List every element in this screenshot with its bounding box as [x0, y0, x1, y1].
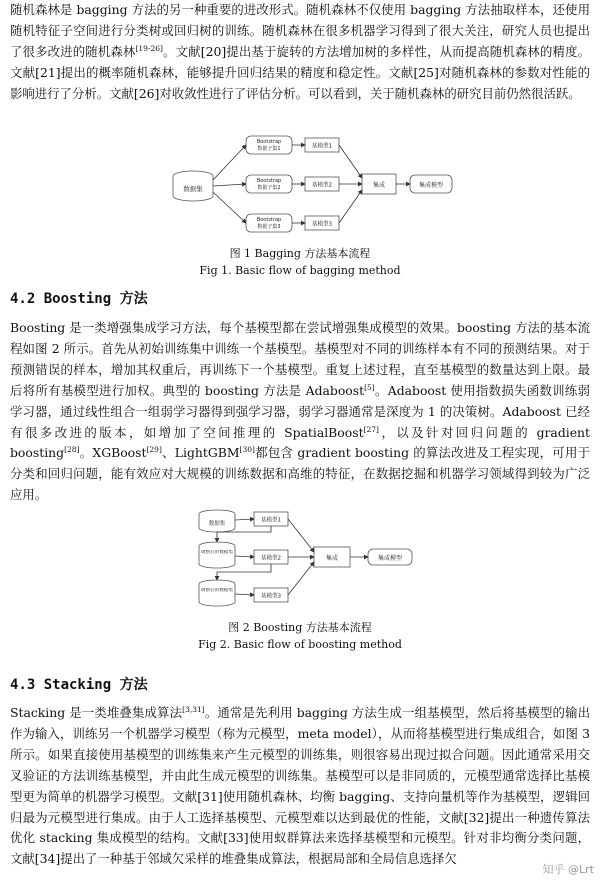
paragraph-stacking: Stacking 是一类堆叠集成算法[3,31]。通常是先利用 bagging 方法生成一组基模型，然后将基模型的输出作为输入，训练另一个机器学习模型（称为元模型，meta model），从而将基模型进行集成组合，如图 3 所示。如果直接使用基模型的训练集来产生元模型的训练集，则很容易出现过拟合问题。因此通常采用交叉验证的方法训练基模型，并由此生成元模型的训练集。基模型可以是非同质的，元模型通常选择比基模型更为简单的机器学习模型。文献[31]使用随机森林、均衡 bagging、支持向量机等作为基模型，逻辑回归最为元模型进行集成。由于人工选择基模型、元模型难以达到最优的性能，文献[32]提出一种遗传算法优化 stacking 集成模型的结构。文献[33]使用蚁群算法来选择基模型和元模型。针对非均衡分类问题，文献[34]提出了一种基于邻域欠采样的堆叠集成算法，根据局部和全局信息选择欠 [10, 704, 590, 867]
svg-text:集成: 集成 [372, 182, 386, 189]
svg-text:集成: 集成 [325, 555, 339, 562]
figure-2-boosting-diagram [190, 506, 420, 616]
fig2-adjusted-dataset-node: 调整后的数据集 [199, 542, 235, 568]
fig1-base-model-node [305, 177, 339, 191]
svg-text:Bootstrap: Bootstrap [256, 139, 282, 145]
fig1-dataset-node [173, 171, 213, 201]
svg-text:Bootstrap: Bootstrap [256, 178, 282, 184]
fig1-subset-node [246, 136, 292, 154]
svg-text:基模型2: 基模型2 [261, 555, 281, 562]
paragraph-boosting: Boosting 是一类增强集成学习方法，每个基模型都在尝试增强集成模型的效果。boosting 方法的基本流程如图 2 所示。首先从初始训练集中训练一个基模型。基模型对不同的训练样本有不同的预测结果。对于预测错误的样本，增加其权重后，再训练下一个基模型。重复上述过程，直至基模型的数量达到上限。最后将所有基模型进行加权。典型的 boosting 方法是 Adaboost[5]。Adaboost 使用指数损失函数训练弱学习器，通过线性组合一组弱学习器得到强学习器，弱学习器通常是深度为 1 的决策树。Adaboost 已经有很多改进的版本，如增加了空间推理的 SpatialBoost[27]，以及针对回归问题的 gradient boosting[28]。XGBoost[29]、LightGBM[30]都包含 gradient boosting 的算法改进及工程实现，可用于分类和回归问题，能有效应对大规模的训练数据和高维的特征，在数据挖掘和机器学习领域得到较为广泛应用。 [10, 320, 591, 503]
figure-1-caption-cn: 图 1 Bagging 方法基本流程 [229, 247, 371, 260]
fig2-ensemble-node [368, 549, 412, 565]
fig1-ensemble-node [410, 175, 452, 193]
fig2-integrate-node [314, 547, 350, 567]
fig1-integrate-node [362, 174, 396, 194]
fig2-base-model-node [254, 550, 288, 564]
svg-text:数据集: 数据集 [208, 521, 226, 527]
section-heading-4-2: 4.2 Boosting 方法 [10, 291, 148, 307]
fig1-subset-node [246, 214, 292, 232]
fig1-base-model-node [305, 216, 339, 230]
svg-text:基模型3: 基模型3 [312, 221, 332, 228]
figure-1-caption-en: Fig 1. Basic flow of bagging method [199, 264, 401, 277]
svg-text:集成模型: 集成模型 [377, 555, 403, 562]
fig2-adjusted-dataset-node: 调整后的数据集 [199, 580, 235, 606]
svg-text:Bootstrap: Bootstrap [256, 217, 282, 223]
figure-2-caption-en: Fig 2. Basic flow of boosting method [198, 638, 402, 651]
figure-1-bagging-diagram [160, 128, 460, 238]
paragraph-random-forest: 随机森林是 bagging 方法的另一种重要的进改形式。随机森林不仅使用 bagging 方法抽取样本，还使用随机特征子空间进行分类树或回归树的训练。随机森林在很多机器学习得到了很大关注，研究人员也提出了很多改进的随机森林[19-26]。文献[20]提出基于旋转的方法增加树的多样性，从而提高随机森林的精度。文献[21]提出的概率随机森林，能够提升回归结果的精度和稳定性。文献[25]对随机森林的参数对性能的影响进行了分析。文献[26]对收敛性进行了评估分析。可以看到，关于随机森林的研究目前仍然很活跃。 [10, 2, 591, 101]
fig1-subset-node [246, 175, 292, 193]
svg-text:集成模型: 集成模型 [418, 182, 444, 189]
fig2-base-model-node [254, 588, 288, 602]
svg-text:数据子集1: 数据子集1 [257, 146, 281, 152]
fig2-dataset-node [199, 510, 235, 532]
fig2-base-model-node [254, 512, 288, 526]
fig1-dataset-label: 数据集 [183, 185, 203, 193]
svg-text:基模型1: 基模型1 [261, 517, 281, 524]
fig1-base-model-node [305, 138, 339, 152]
figure-2-caption-cn: 图 2 Boosting 方法基本流程 [228, 621, 372, 634]
svg-text:基模型2: 基模型2 [312, 182, 332, 189]
svg-text:数据子集3: 数据子集3 [257, 224, 281, 230]
section-heading-4-3: 4.3 Stacking 方法 [10, 677, 148, 693]
svg-text:基模型1: 基模型1 [312, 143, 332, 150]
watermark: 知乎 @Lrt [542, 863, 594, 876]
svg-text:数据子集2: 数据子集2 [257, 185, 281, 191]
svg-text:基模型3: 基模型3 [261, 593, 281, 600]
